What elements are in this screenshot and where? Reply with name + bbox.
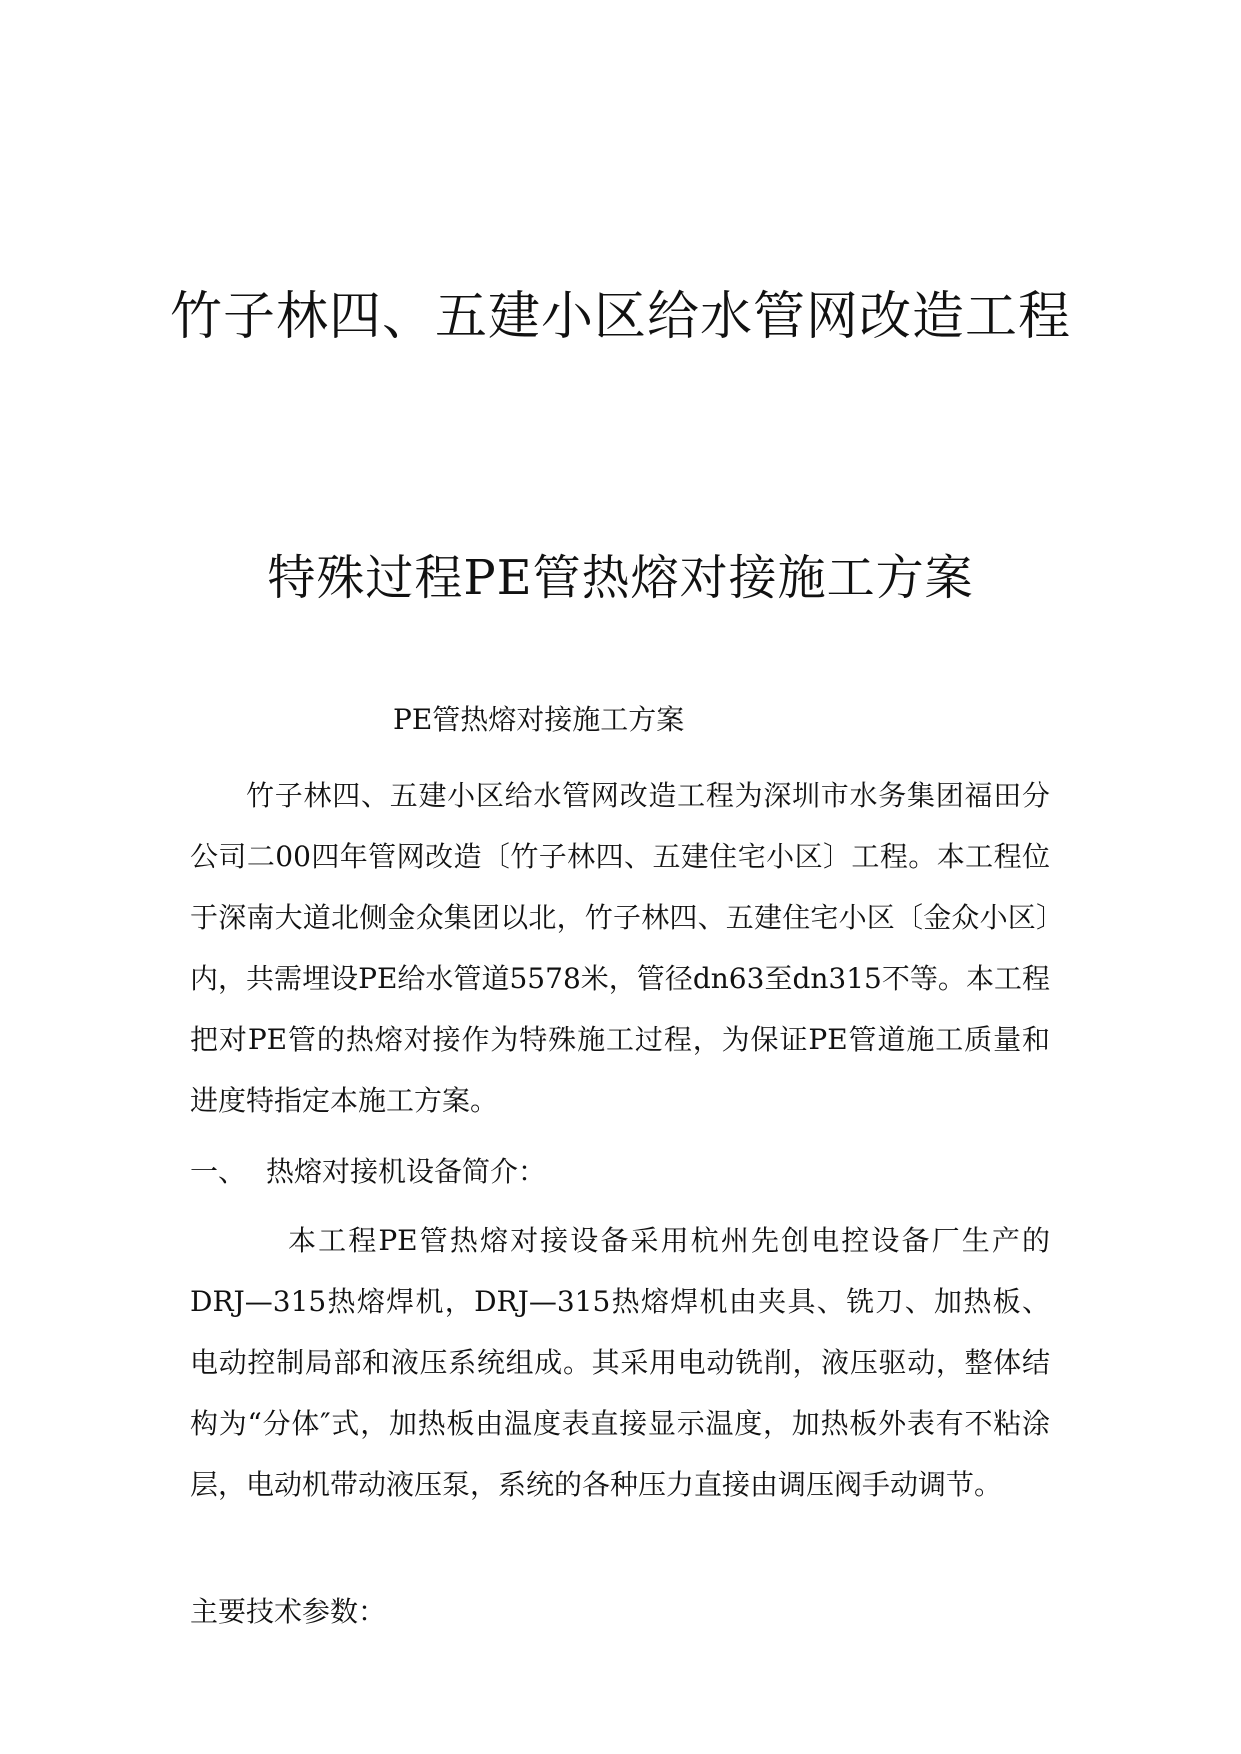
section-heading: PE管热熔对接施工方案	[393, 703, 685, 736]
document-main-title: 竹子林四、五建小区给水管网改造工程	[169, 287, 1071, 347]
heading-number: 一、	[190, 1155, 247, 1188]
document-sub-title: 特殊过程PE管热熔对接施工方案	[267, 550, 974, 606]
technical-params-label: 主要技术参数：	[190, 1595, 387, 1628]
heading-equipment-intro	[190, 1152, 546, 1192]
heading-text: 热熔对接机设备简介：	[266, 1155, 547, 1188]
paragraph-project-overview: 竹子林四、五建小区给水管网改造工程为深圳市水务集团福田分公司二00四年管网改造〔竹子林四、五建住宅小区〕工程。本工程位于深南大道北侧金众集团以北，竹子林四、五建住宅小区〔金众小区〕内，共需埋设PE给水管道5578米，管径dn63至dn315不等。本工程把对PE管的热熔对接作为特殊施工过程，为保证PE管道施工质量和进度特指定本施工方案。	[190, 779, 1050, 1117]
paragraph-equipment-description: 本工程PE管热熔对接设备采用杭州先创电控设备厂生产的DRJ—315热熔焊机，DRJ—315热熔焊机由夹具、铣刀、加热板、电动控制局部和液压系统组成。其采用电动铣削，液压驱动，整体结构为“分体″式，加热板由温度表直接显示温度，加热板外表有不粘涂层，电动机带动液压泵，系统的各种压力直接由调压阀手动调节。	[190, 1224, 1050, 1501]
